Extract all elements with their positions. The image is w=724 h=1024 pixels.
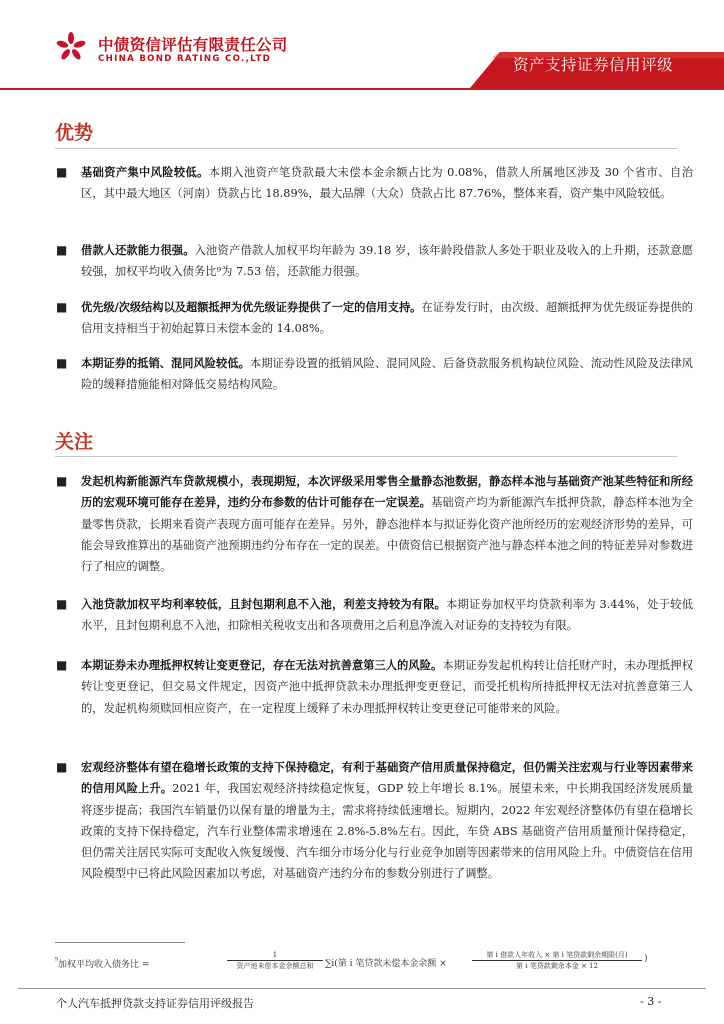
bullet-square-icon: ■ bbox=[56, 658, 68, 672]
list-item-text: 优先级/次级结构以及超额抵押为优先级证券提供了一定的信用支持。在证券发行时，由次级、超额抵押为优先级证券提供的信用支持相当于初始起算日未偿本金的 14.08%。 bbox=[81, 301, 693, 336]
bullet-square-icon: ■ bbox=[56, 165, 68, 179]
bullet-square-icon: ■ bbox=[56, 300, 68, 314]
footer-divider bbox=[18, 988, 706, 989]
footnote-label: $^{^9}$加权平均收入债务比 = bbox=[55, 956, 150, 970]
section-rule bbox=[55, 456, 677, 457]
header-divider bbox=[0, 88, 724, 90]
footnote-divider bbox=[55, 942, 185, 943]
list-item-text: 宏观经济整体有望在稳增长政策的支持下保持稳定，有利于基础资产信用质量保持稳定，但仍需关注宏观与行业等因素带来的信用风险上升。2021 年，我国宏观经济持续稳定恢复，GDP 较上年增长 8.1%。展望未来，中长期我国经济发展质量将逐步提高；我国汽车销量仍以保有量的增量为主，需求将持续低速增长。短期内，2022 年宏观经济整体仍有望在稳增长政策的支持下保持稳定，汽车行业整体需求增速在 2.8%-5.8%左右。因此，车贷 ABS 基础资产信用质量预计保持稳定，但仍需关注居民实际可支配收入恢复缓慢、汽车细分市场分化与行业竞争加剧等因素带来的信用风险上升。中债资信在信用风险模型中已将此风险因素加以考虑，对基础资产违约分布的参数分别进行了调整。 bbox=[81, 761, 693, 881]
bullet-square-icon: ■ bbox=[56, 760, 68, 774]
footer-report-title: 个人汽车抵押贷款支持证券信用评级报告 bbox=[56, 997, 254, 1010]
page-number: - 3 - bbox=[640, 995, 662, 1008]
page-header bbox=[0, 0, 724, 92]
org-name-cn: 中债资信评估有限责任公司 bbox=[98, 36, 288, 54]
bullet-square-icon: ■ bbox=[56, 597, 68, 611]
section-title-concerns: 关注 bbox=[55, 431, 94, 453]
list-item-text: 基础资产集中风险较低。本期入池资产笔贷款最大未偿本金余额占比为 0.08%，借款人所属地区涉及 30 个省市、自治区，其中最大地区（河南）贷款占比 18.89%，最大品牌（大众）贷款占比 87.76%，整体来看，资产集中风险较低。 bbox=[81, 166, 693, 201]
bullet-square-icon: ■ bbox=[56, 474, 68, 488]
list-item-text: 入池贷款加权平均利率较低，且封包期利息不入池，利差支持较为有限。本期证券加权平均贷款利率为 3.44%，处于较低水平，且封包期利息不入池，扣除相关税收支出和各项费用之后利息净流入对证券的支持较为有限。 bbox=[81, 598, 693, 633]
footnote bbox=[55, 950, 675, 976]
footnote-sum: ∑i(第 i 笔贷款未偿本金余额 × bbox=[325, 959, 447, 969]
footnote-fraction: 1 资产池未偿本金余额总和 bbox=[227, 950, 323, 971]
section-rule bbox=[55, 148, 677, 149]
org-name-en: CHINA BOND RATING CO.,LTD bbox=[98, 54, 272, 64]
list-item-text: 本期证券的抵销、混同风险较低。本期证券设置的抵销风险、混同风险、后备贷款服务机构缺位风险、流动性风险及法律风险的缓释措施能相对降低交易结构风险。 bbox=[81, 357, 693, 392]
bullet-square-icon: ■ bbox=[56, 356, 68, 370]
china-bond-rating-logo-icon bbox=[56, 32, 86, 62]
bullet-square-icon: ■ bbox=[56, 243, 68, 257]
list-item-text: 本期证券未办理抵押权转让变更登记，存在无法对抗善意第三人的风险。本期证券发起机构转让信托财产时，未办理抵押权转让变更登记，但交易文件规定，因资产池中抵押贷款未办理抵押变更登记，而受托机构所持抵押权无法对抗善意第三人的，发起机构须赎回相应资产，在一定程度上缓释了未办理抵押权转让变更登记可能带来的风险。 bbox=[81, 659, 693, 715]
report-category: 资产支持证券信用评级 bbox=[513, 56, 674, 74]
footnote-fraction: 第 i 借款人年收入 × 第 i 笔贷款剩余期限(月) 第 i 笔贷款剩余本金 × 12 bbox=[472, 950, 642, 971]
list-item-text: 发起机构新能源汽车贷款规模小，表现期短，本次评级采用零售全量静态池数据，静态样本池与基础资产池某些特征和所经历的宏观环境可能存在差异，违约分布参数的估计可能存在一定误差。基础资产均为新能源汽车抵押贷款，静态样本池为全量零售贷款，长期来看资产表现方面可能存在差异。另外，静态池样本与拟证券化资产池所经历的宏观经济形势的差异，可能会导致推算出的基础资产池预期违约分布存在一定的误差。中债资信已根据资产池与静态样本池之间的特征差异对参数进行了相应的调整。 bbox=[81, 475, 693, 574]
footnote-paren: ) bbox=[644, 954, 648, 964]
list-item-text: 借款人还款能力很强。入池资产借款人加权平均年龄为 39.18 岁，该年龄段借款人多处于职业及收入的上升期，还款意愿较强，加权平均收入债务比⁹为 7.53 倍，还款能力很强。 bbox=[81, 244, 693, 279]
section-title-advantages: 优势 bbox=[55, 122, 94, 144]
